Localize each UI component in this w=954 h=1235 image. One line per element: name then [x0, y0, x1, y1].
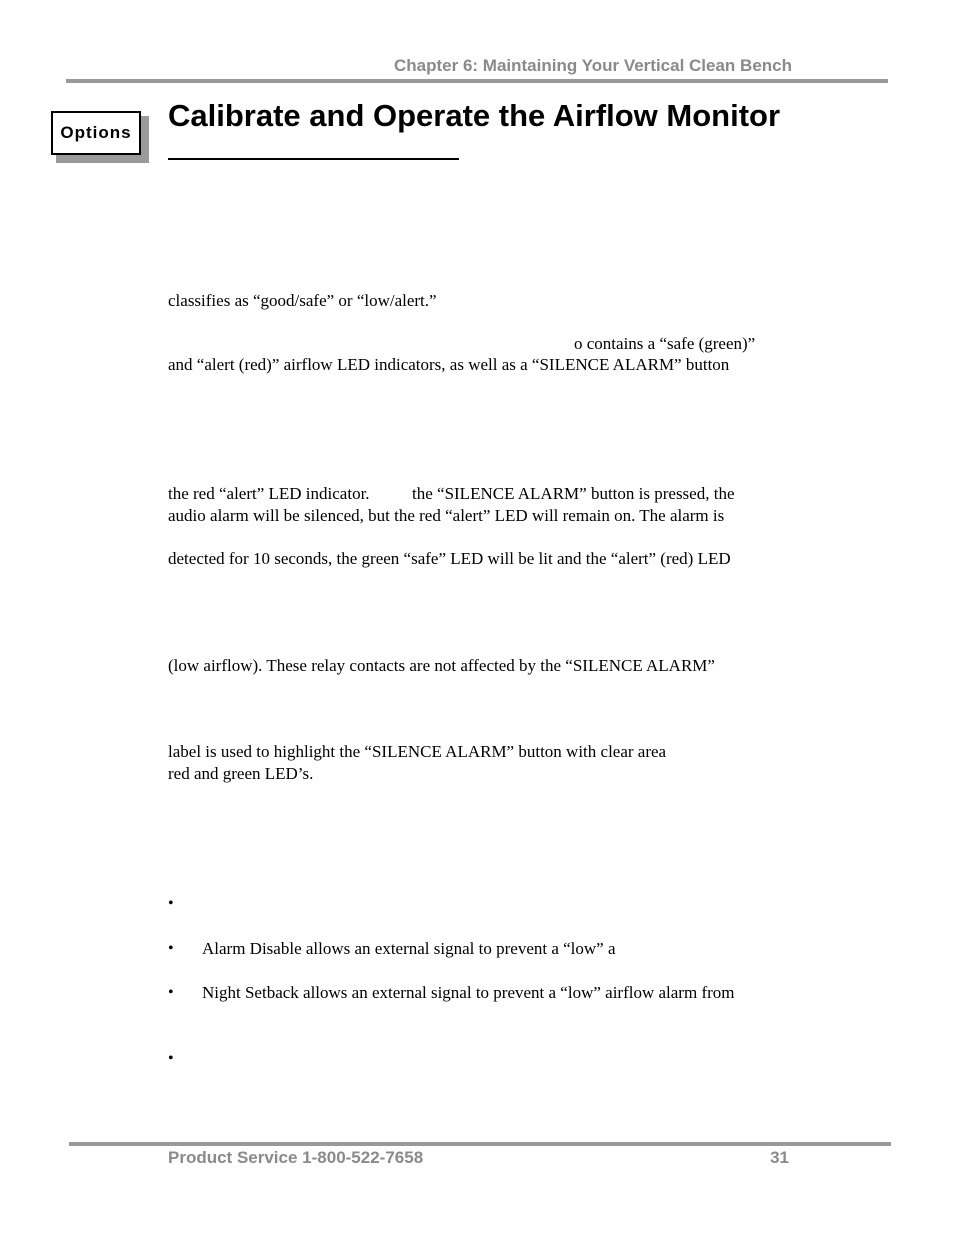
body-line: audio alarm will be silenced, but the red “alert” LED will remain on. The alarm is	[168, 506, 725, 525]
title-underline	[168, 158, 459, 160]
page-title: Calibrate and Operate the Airflow Monitor	[168, 98, 781, 133]
bullet-text: Night Setback allows an external signal to prevent a “low” airflow alarm from	[202, 983, 735, 1002]
bullet-marker: •	[168, 1050, 174, 1067]
header-rule	[66, 79, 888, 83]
body-line: classifies as “good/safe” or “low/alert.”	[168, 291, 437, 310]
options-tab: Options	[51, 111, 141, 155]
body-line: o contains a “safe (green)”	[574, 334, 756, 353]
running-head: Chapter 6: Maintaining Your Vertical Clean Bench	[393, 56, 792, 75]
footer-rule	[69, 1142, 891, 1146]
body-line: and “alert (red)” airflow LED indicators, as well as a “SILENCE ALARM” button	[168, 355, 730, 374]
body-line: the “SILENCE ALARM” button is pressed, the	[412, 484, 735, 503]
body-line: the red “alert” LED indicator.	[168, 484, 370, 503]
page-number: 31	[770, 1148, 789, 1167]
body-line: (low airflow). These relay contacts are not affected by the “SILENCE ALARM”	[168, 656, 715, 675]
bullet-marker: •	[168, 984, 174, 1001]
body-line: red and green LED’s.	[168, 764, 314, 783]
footer-service-phone: Product Service 1-800-522-7658	[168, 1148, 424, 1167]
body-line: detected for 10 seconds, the green “safe” LED will be lit and the “alert” (red) LED	[168, 549, 731, 568]
body-line: label is used to highlight the “SILENCE ALARM” button with clear area	[168, 742, 667, 761]
bullet-marker: •	[168, 940, 174, 957]
bullet-text: Alarm Disable allows an external signal to prevent a “low” a	[202, 939, 616, 958]
bullet-marker: •	[168, 895, 174, 912]
